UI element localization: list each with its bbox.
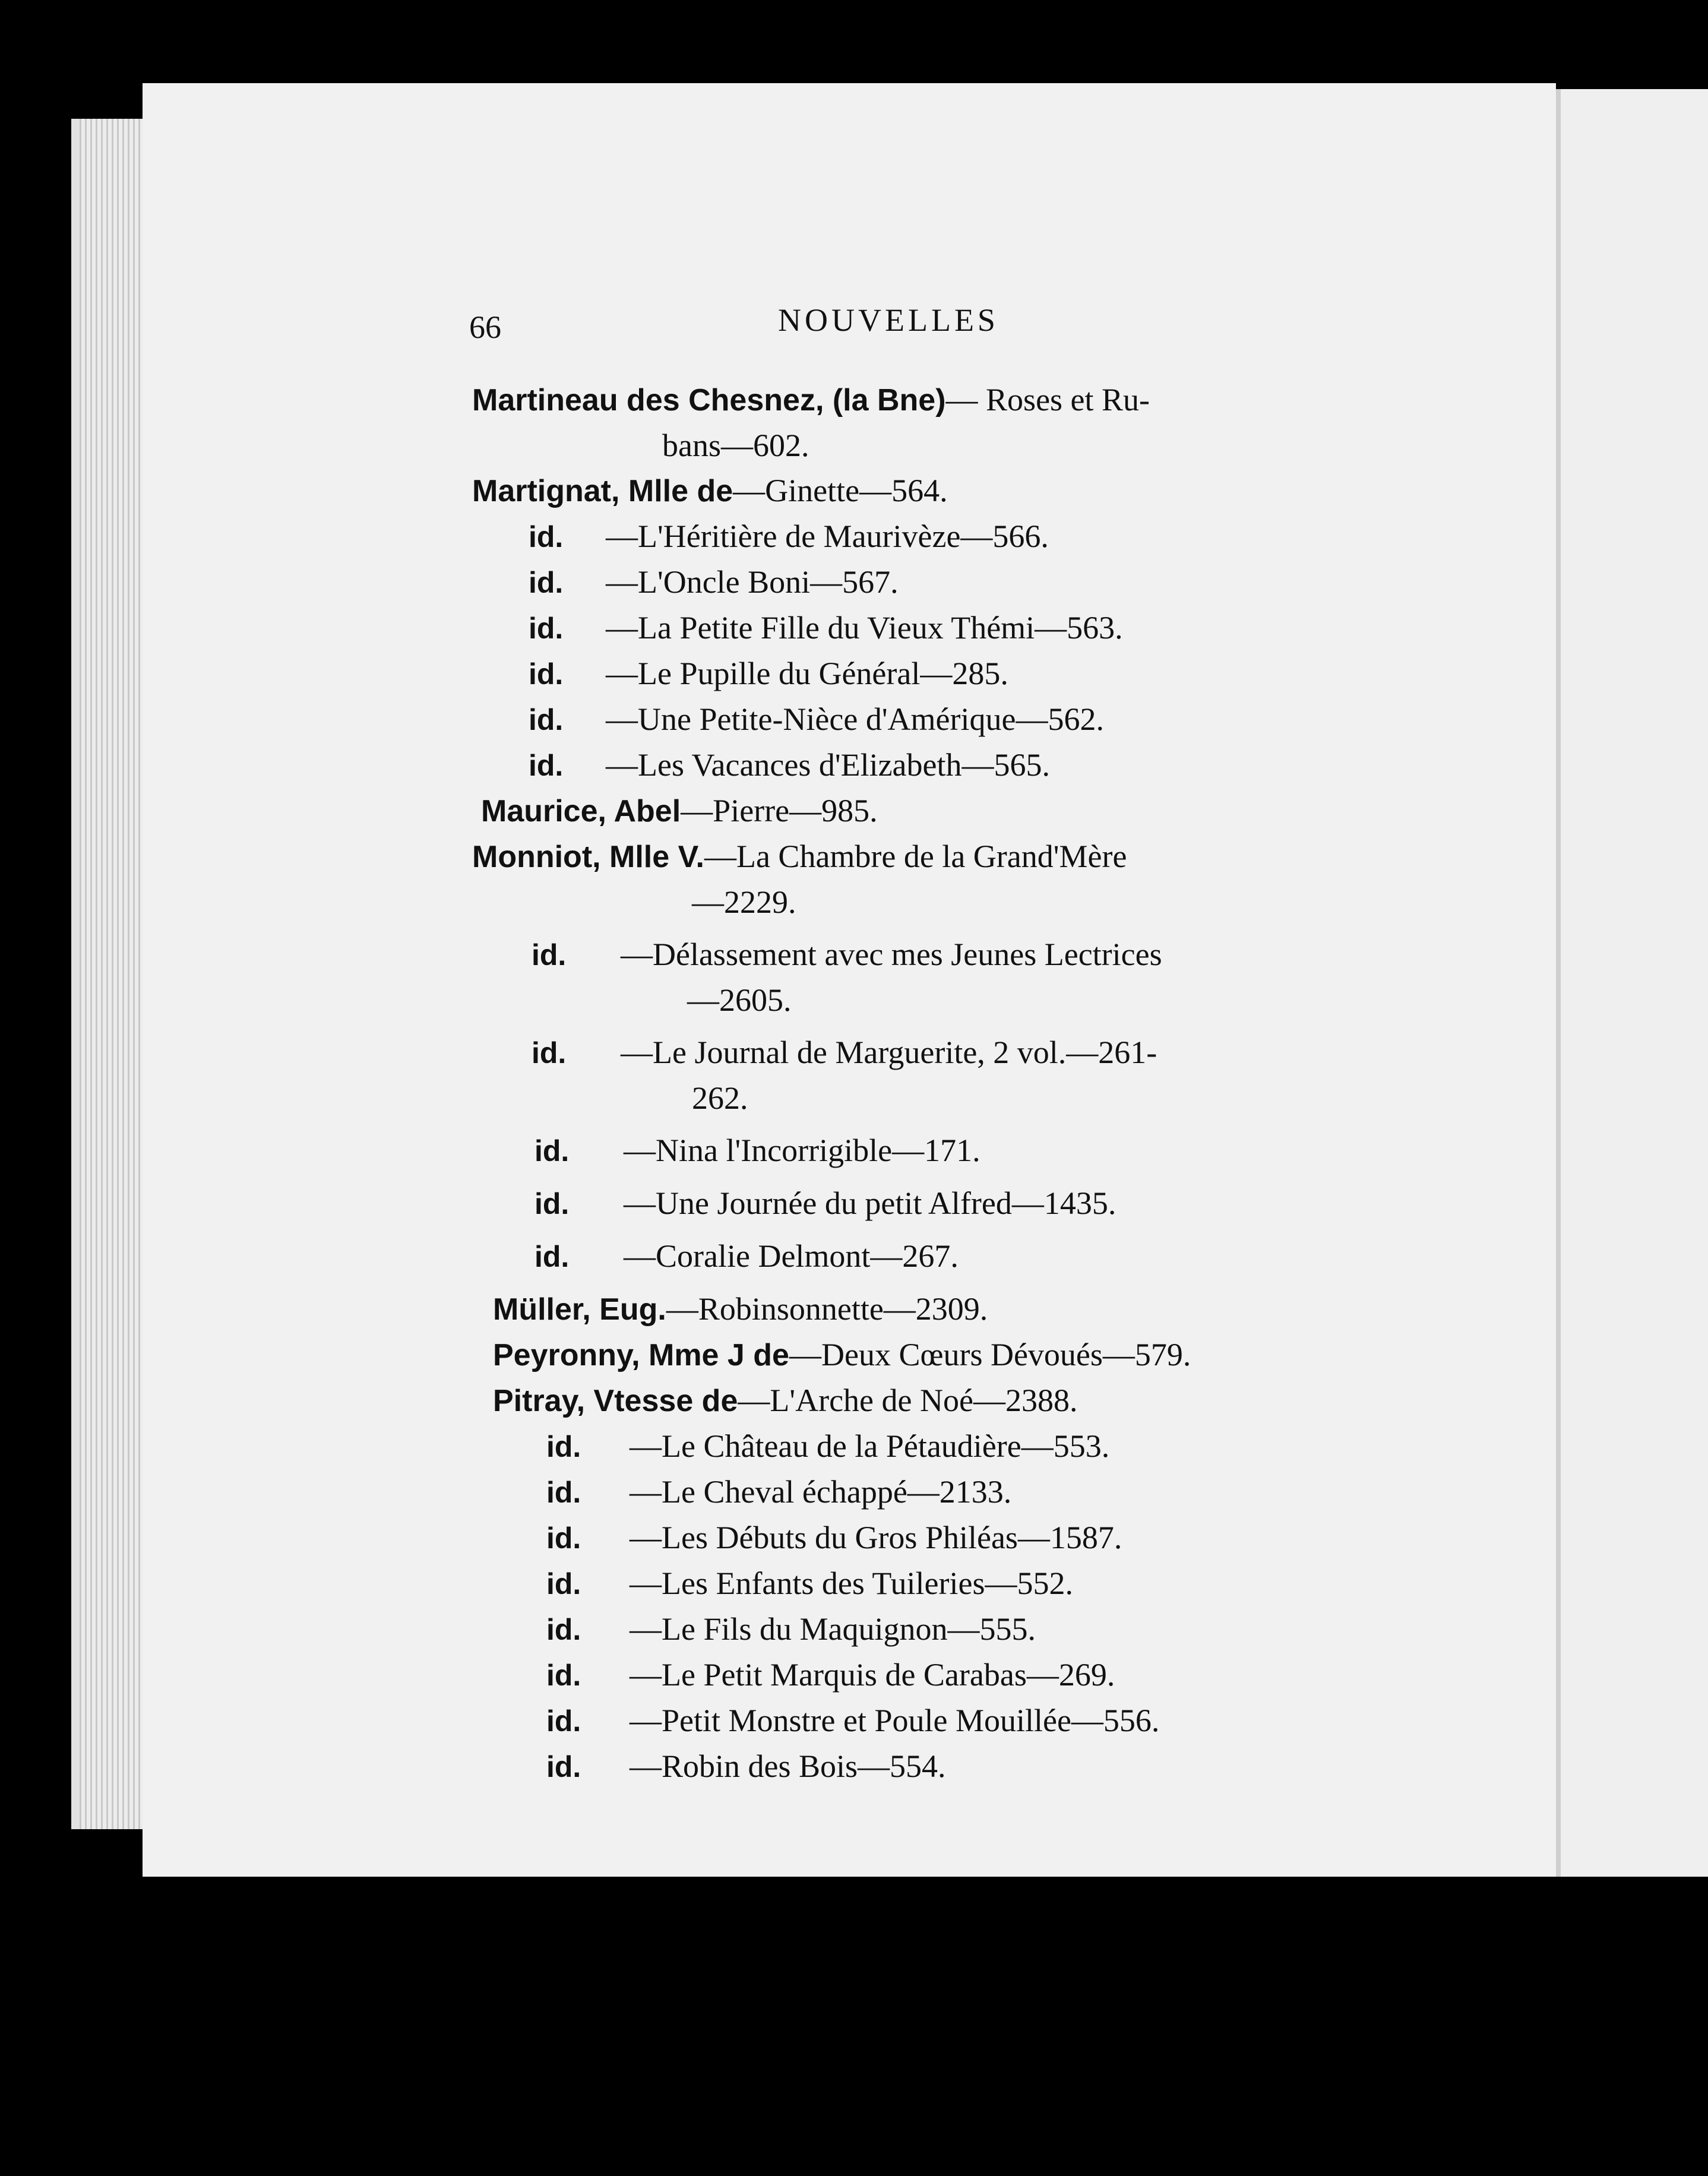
entry-title: —L'Héritière de Maurivèze—566. <box>606 518 1049 554</box>
entry-title: —Le Petit Marquis de Carabas—269. <box>630 1657 1115 1693</box>
entry-title: —L'Arche de Noé—2388. <box>738 1383 1078 1418</box>
index-entries <box>472 377 1363 1789</box>
list-item <box>472 932 1363 1023</box>
entry-title: —Robinsonnette—2309. <box>666 1291 988 1327</box>
entry-title: —Le Château de la Pétaudière—553. <box>630 1428 1110 1464</box>
list-item <box>472 1181 1363 1226</box>
entry-id: id. <box>546 1750 581 1783</box>
page-edges <box>80 119 145 1829</box>
list-item <box>472 1128 1363 1174</box>
entry-id: id. <box>534 1187 570 1220</box>
entry-id: id. <box>529 703 564 736</box>
entry-continuation: bans—602. <box>662 428 809 463</box>
list-item <box>472 1698 1363 1744</box>
entry-title: —Le Cheval échappé—2133. <box>630 1474 1012 1510</box>
entry-id: id. <box>529 657 564 691</box>
list-item <box>472 651 1363 697</box>
entry-title: —Le Fils du Maquignon—555. <box>630 1611 1036 1647</box>
entry-id: id. <box>532 1036 567 1070</box>
list-item <box>472 559 1363 605</box>
entry-title: —Petit Monstre et Poule Mouillée—556. <box>630 1703 1160 1738</box>
entry-title: —Délassement avec mes Jeunes Lectrices <box>621 937 1162 972</box>
entry-title: —Une Journée du petit Alfred—1435. <box>624 1185 1116 1221</box>
list-item <box>472 1606 1363 1652</box>
entry-title: —Les Enfants des Tuileries—552. <box>630 1565 1073 1601</box>
list-item <box>472 1515 1363 1561</box>
entry-title: —Nina l'Incorrigible—171. <box>624 1133 980 1168</box>
entry-id: id. <box>529 566 564 599</box>
entry-id: id. <box>546 1430 581 1463</box>
entry-id: id. <box>546 1476 581 1509</box>
entry-title: —Une Petite-Nièce d'Amérique—562. <box>606 701 1104 737</box>
entry-author: Peyronny, Mme J de <box>493 1338 789 1372</box>
list-item <box>472 1652 1363 1698</box>
entry-title: —Les Débuts du Gros Philéas—1587. <box>630 1520 1122 1555</box>
entry-author: Martineau des Chesnez, (la Bne) <box>472 383 946 418</box>
list-item <box>472 377 1363 468</box>
entry-author: Monniot, Mlle V. <box>472 840 704 874</box>
entry-continuation: —2605. <box>687 982 792 1018</box>
entry-title: —La Petite Fille du Vieux Thémi—563. <box>606 610 1123 646</box>
entry-id: id. <box>529 520 564 554</box>
entry-id: id. <box>546 1659 581 1692</box>
entry-title: —Robin des Bois—554. <box>630 1748 946 1784</box>
facing-page-edge <box>1556 89 1708 1877</box>
list-item <box>472 1378 1363 1424</box>
list-item <box>472 742 1363 788</box>
entry-title: —Coralie Delmont—267. <box>624 1238 959 1274</box>
entry-id: id. <box>546 1704 581 1738</box>
entry-title: —Pierre—985. <box>681 793 878 828</box>
entry-id: id. <box>532 938 567 972</box>
list-item <box>472 468 1363 514</box>
entry-title: —Le Journal de Marguerite, 2 vol.—261- <box>621 1035 1157 1070</box>
running-title: NOUVELLES <box>778 302 999 338</box>
list-item <box>472 1469 1363 1515</box>
entry-id: id. <box>534 1134 570 1168</box>
entry-author: Maurice, Abel <box>481 794 681 828</box>
entry-title: —La Chambre de la Grand'Mère <box>704 839 1127 874</box>
entry-title: —Les Vacances d'Elizabeth—565. <box>606 747 1050 783</box>
list-item <box>472 1030 1363 1121</box>
page-number: 66 <box>469 309 501 345</box>
entry-id: id. <box>546 1522 581 1555</box>
entry-author: Pitray, Vtesse de <box>493 1384 738 1418</box>
list-item <box>472 1286 1363 1332</box>
entry-id: id. <box>529 749 564 782</box>
list-item <box>472 788 1363 834</box>
list-item <box>472 514 1363 559</box>
entry-title: —Deux Cœurs Dévoués—579. <box>789 1337 1191 1372</box>
entry-id: id. <box>546 1613 581 1646</box>
entry-id: id. <box>529 612 564 645</box>
entry-author: Müller, Eug. <box>493 1292 666 1327</box>
list-item <box>472 1561 1363 1606</box>
list-item <box>472 834 1363 925</box>
entry-author: Martignat, Mlle de <box>472 474 733 508</box>
entry-title: —L'Oncle Boni—567. <box>606 564 899 600</box>
entry-continuation: —2229. <box>692 884 796 920</box>
list-item <box>472 1424 1363 1469</box>
entry-title: — Roses et Ru- <box>945 382 1150 418</box>
entry-continuation: 262. <box>692 1080 748 1116</box>
list-item <box>472 1234 1363 1279</box>
list-item <box>472 697 1363 742</box>
entry-title: —Le Pupille du Général—285. <box>606 656 1008 691</box>
entry-id: id. <box>546 1567 581 1601</box>
list-item <box>472 1332 1363 1378</box>
entry-title: —Ginette—564. <box>733 473 948 508</box>
list-item <box>472 605 1363 651</box>
entry-id: id. <box>534 1240 570 1273</box>
list-item <box>472 1744 1363 1789</box>
